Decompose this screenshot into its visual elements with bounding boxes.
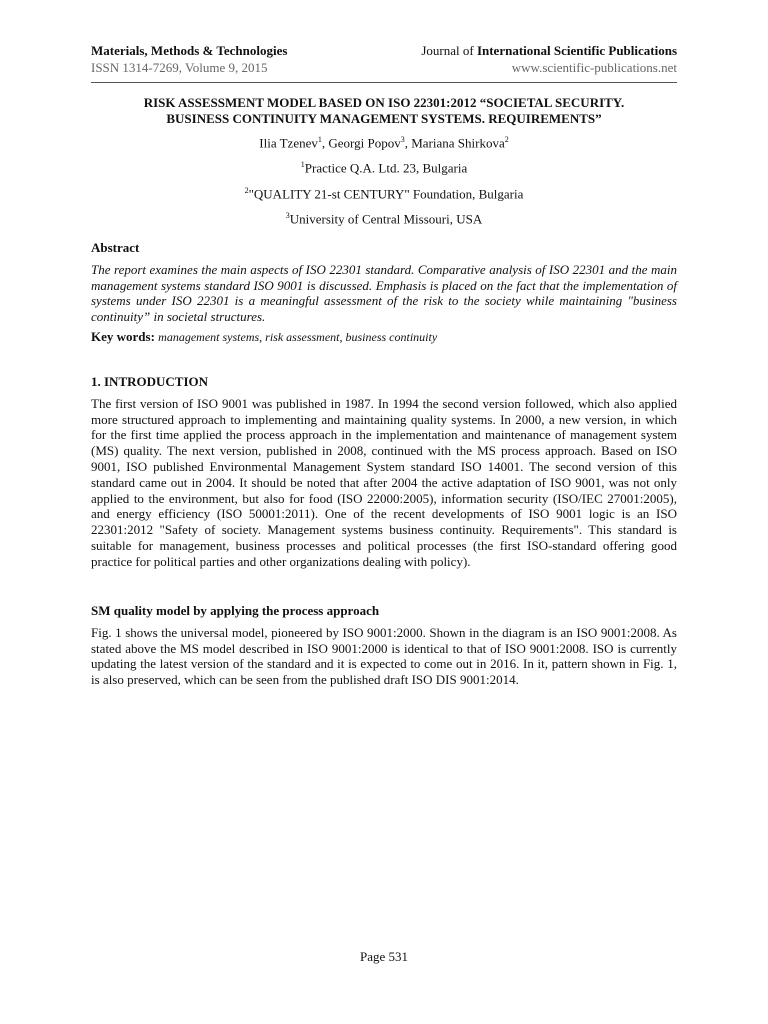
journal-url: www.scientific-publications.net [511,60,677,75]
affil-text: "QUALITY 21-st CENTURY" Foundation, Bulgaria [248,185,524,201]
title-line-1: RISK ASSESSMENT MODEL BASED ON ISO 22301:2012 “SOCIETAL SECURITY. [143,95,625,110]
abstract-heading: Abstract [91,240,140,255]
authors-block [91,129,677,230]
sm-model-text: Fig. 1 shows the universal model, pioneered by ISO 9001:2000. Shown in the diagram is an ISO 9001:2008. As stated above the MS model described in ISO 9001:2000 is identical to that of ISO 9001:2008. ISO is currently updating the latest version of the standard and it is expected to come out in 2016. In it, pattern shown in Fig. 1, is also preserved, which can be seen from the published draft ISO DIS 9001:2014. [91,624,677,688]
affil-text: University of Central Missouri, USA [289,211,483,227]
author-list [91,129,677,154]
journal-series-title: Materials, Methods & Technologies [91,43,288,58]
introduction-heading: 1. INTRODUCTION [91,374,209,389]
affil-mark: 1 [300,160,305,170]
issn-volume: ISSN 1314-7269, Volume 9, 2015 [91,60,268,75]
introduction-text: The first version of ISO 9001 was published in 1987. In 1994 the second version followed, which also applied more structured approach to implementing and maintaining quality systems. In 2000, a new version, in which for the first time applied the process approach in the implementation and maintenance of management system (MS) quality. The next version, published in 2008, continued with the MS process approach. Based on ISO 9001, ISO published Environmental Management System standard ISO 14001. The second version of this standard came out in 2004. It should be noted that after 2004 the active adaptation of ISO 9001, was not only applied to the environment, but also for food (ISO 22000:2005), information security (ISO/IEC 27001:2005), and energy efficiency (ISO 50001:2011). One of the recent developments of ISO 9001 logic is an ISO 22301:2012 "Safety of society. Management systems business continuity. Requirements". This standard is suitable for management, business processes and political processes (the first ISO-standard offering good practice for political parties and other organizations dealing with policy). [91,395,677,569]
abstract-section [91,240,677,346]
affil-mark: 3 [285,210,290,220]
abstract-text: The report examines the main aspects of ISO 22301 standard. Comparative analysis of ISO 22301 and the main management systems standard ISO 9001 is discussed. Emphasis is placed on the fact that the implementation of systems under ISO 22301 is a meaningful assessment of the risk to the society while maintaining "business continuity” in societal structures. [91,261,677,325]
journal-header [91,42,677,76]
author-affil-mark: 3 [400,135,405,144]
title-line-2: BUSINESS CONTINUITY MANAGEMENT SYSTEMS. REQUIREMENTS” [166,111,602,126]
author-affil-mark: 1 [317,135,322,144]
author-affil-mark: 2 [504,135,509,144]
author-name: Mariana Shirkova [411,135,505,151]
author-name: Georgi Popov [328,135,401,151]
keywords [91,329,677,346]
journal-title: International Scientific Publications [476,43,677,58]
affiliation [91,205,677,230]
author-separator: , [404,135,412,151]
keywords-label: Key words: [91,328,155,344]
journal-prefix: Journal of [421,43,477,58]
sm-model-section [91,603,677,688]
header-divider [91,82,677,83]
affiliation [91,180,677,205]
introduction-section [91,374,677,570]
paper-title [91,95,677,127]
affiliation [91,154,677,179]
keywords-text: management systems, risk assessment, business continuity [158,329,438,344]
journal-name [421,42,677,59]
sm-model-heading: SM quality model by applying the process approach [91,603,380,618]
affil-text: Practice Q.A. Ltd. 23, Bulgaria [304,160,468,176]
affil-mark: 2 [244,185,249,195]
author-name: Ilia Tzenev [259,135,318,151]
page-number: Page 531 [359,949,409,964]
author-separator: , [321,135,329,151]
